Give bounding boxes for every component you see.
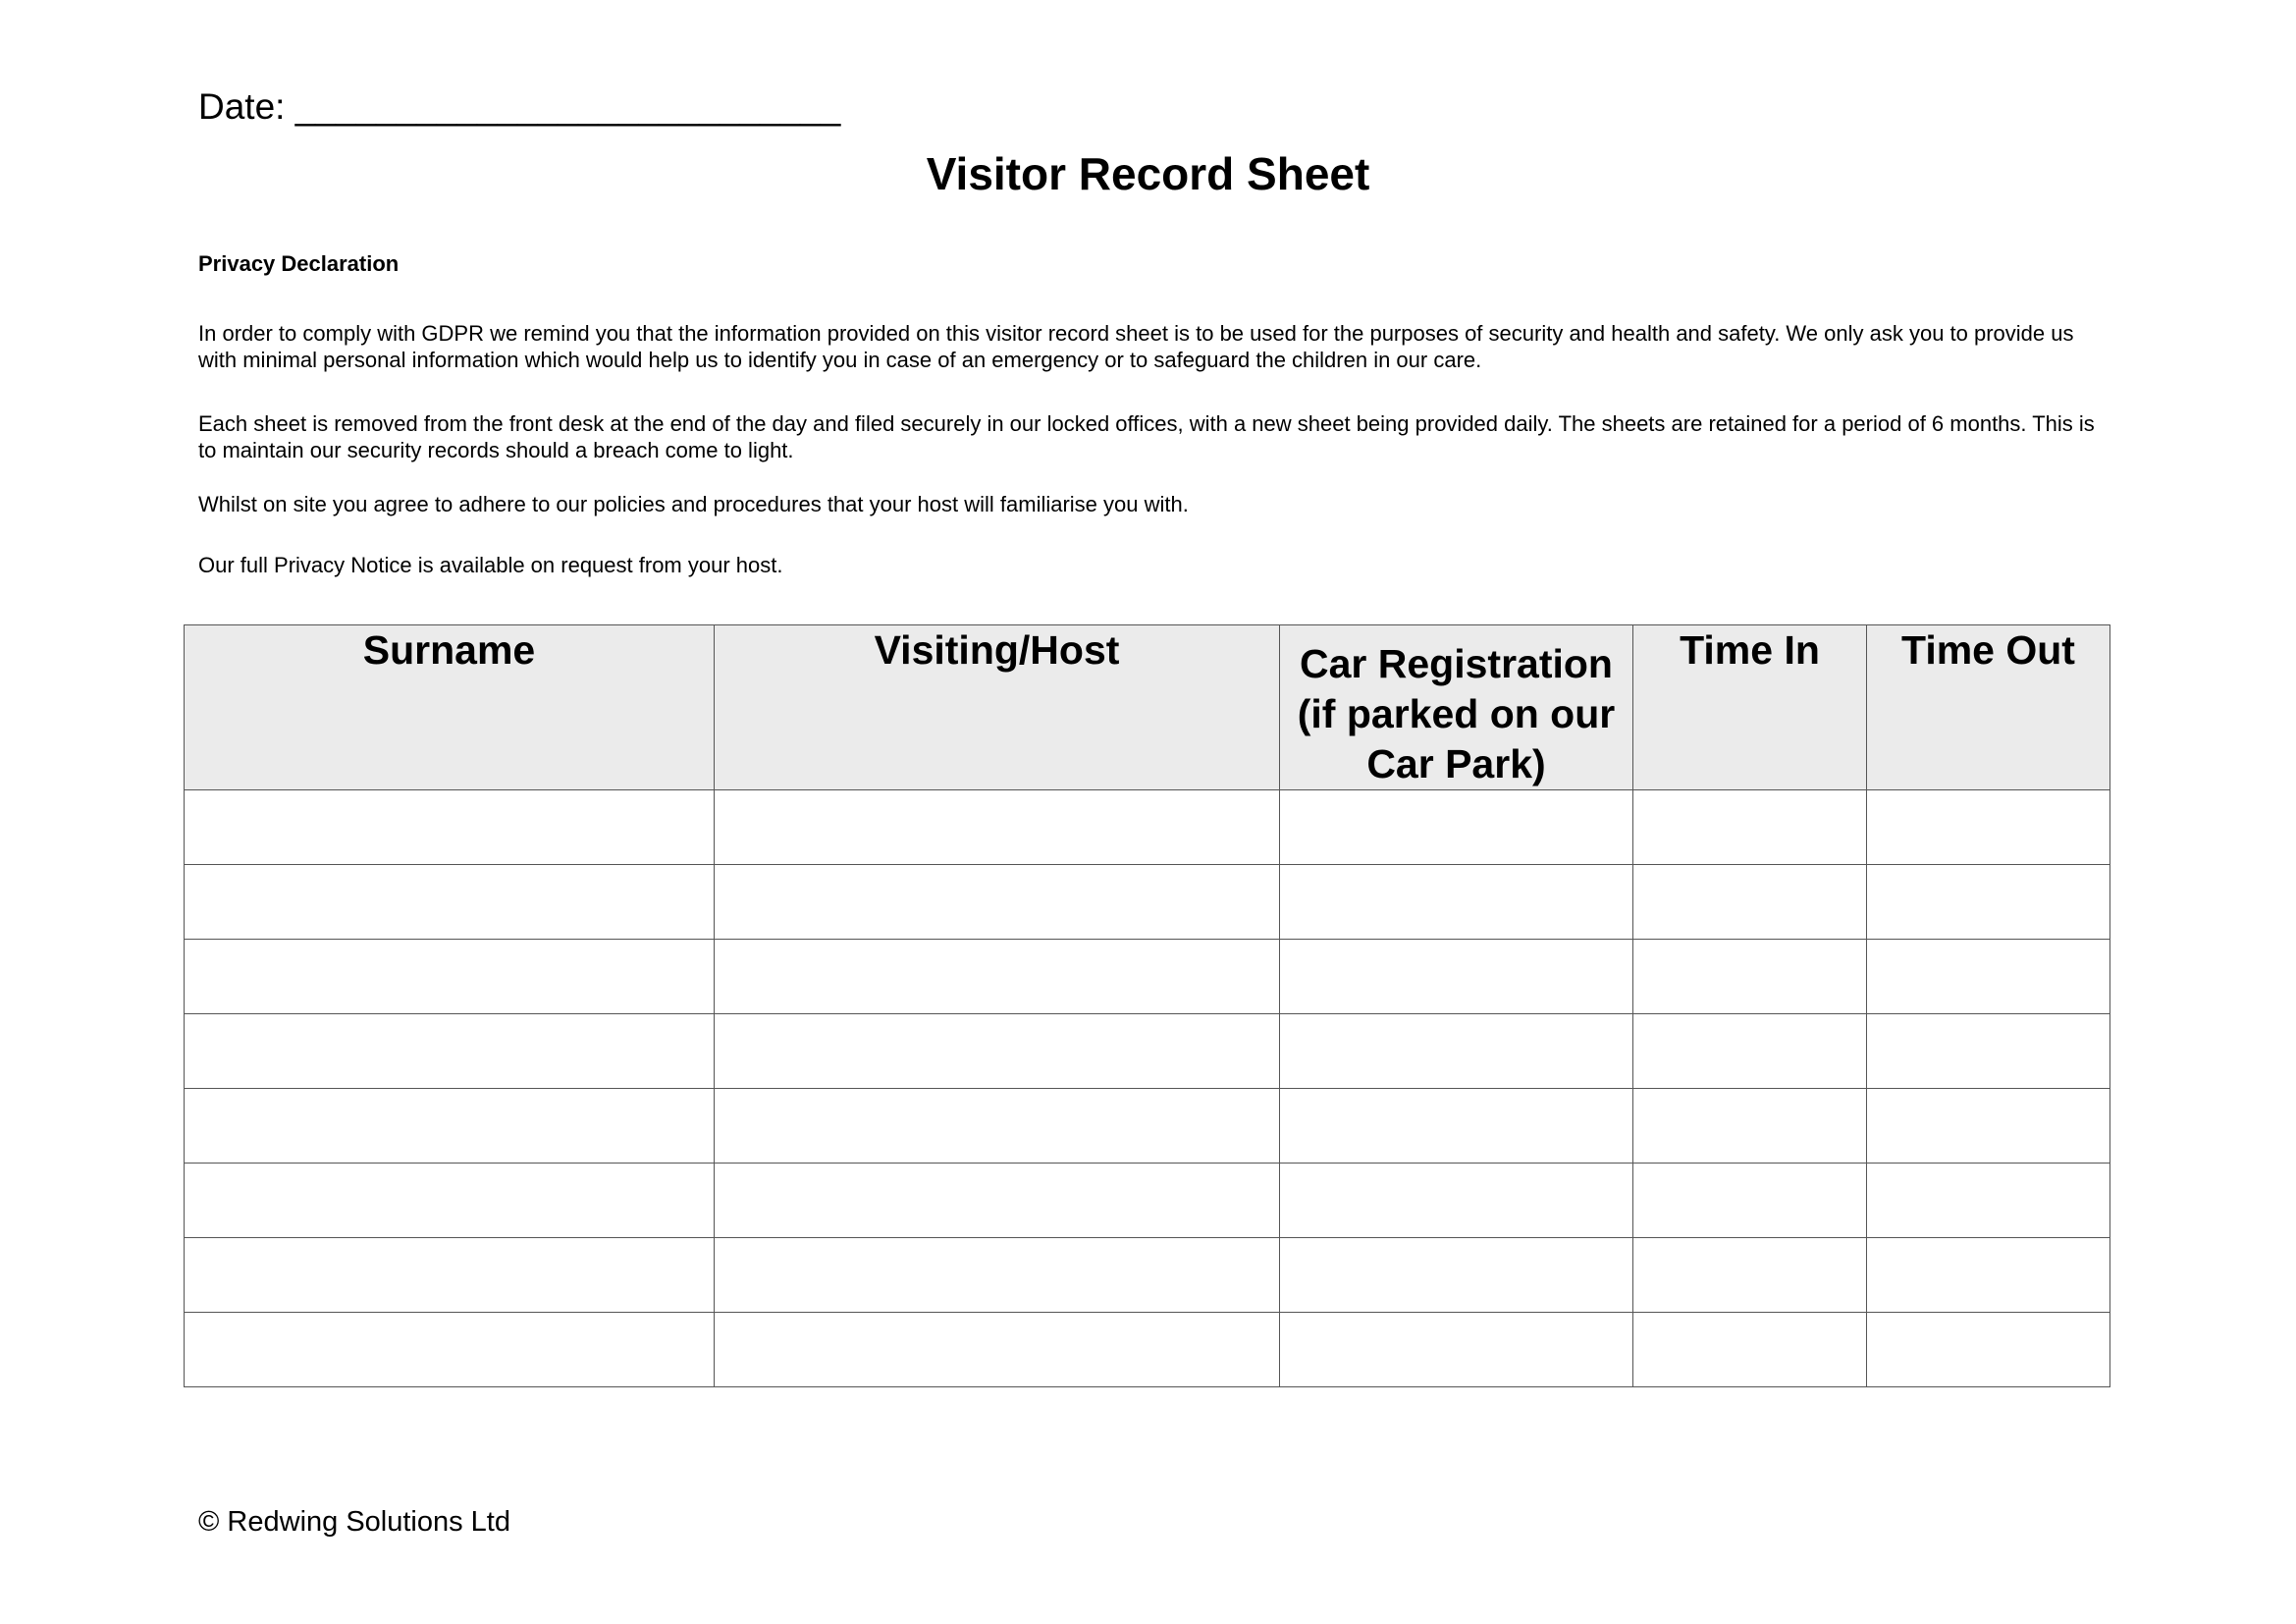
cell-car-registration[interactable] — [1280, 1313, 1633, 1387]
column-header-car-registration-label: Car Registration (if parked on our Car Park) — [1297, 641, 1616, 786]
cell-visiting-host[interactable] — [715, 1089, 1280, 1164]
cell-visiting-host[interactable] — [715, 1014, 1280, 1089]
cell-time-out[interactable] — [1867, 940, 2110, 1014]
cell-time-out[interactable] — [1867, 865, 2110, 940]
cell-surname[interactable] — [185, 1164, 715, 1238]
cell-surname[interactable] — [185, 1238, 715, 1313]
cell-visiting-host[interactable] — [715, 1164, 1280, 1238]
table-row — [185, 1014, 2110, 1089]
column-header-surname — [185, 625, 715, 790]
cell-time-in[interactable] — [1633, 1164, 1867, 1238]
cell-surname[interactable] — [185, 1313, 715, 1387]
table-row — [185, 1313, 2110, 1387]
cell-time-out[interactable] — [1867, 1238, 2110, 1313]
cell-time-in[interactable] — [1633, 1313, 1867, 1387]
cell-surname[interactable] — [185, 940, 715, 1014]
cell-car-registration[interactable] — [1280, 865, 1633, 940]
privacy-paragraph-retention: Each sheet is removed from the front desk at the end of the day and filed securely in our locked offices, with a new sheet being provided daily. The sheets are retained for a period of 6 months. This is to maintain our security records should a breach come to light. — [198, 411, 2095, 462]
cell-time-out[interactable] — [1867, 790, 2110, 865]
cell-visiting-host[interactable] — [715, 940, 1280, 1014]
table-row — [185, 790, 2110, 865]
column-header-visiting-host-label: Visiting/Host — [874, 627, 1120, 673]
table-row — [185, 1164, 2110, 1238]
page-title: Visitor Record Sheet — [926, 148, 1370, 199]
cell-time-out[interactable] — [1867, 1089, 2110, 1164]
cell-time-in[interactable] — [1633, 1014, 1867, 1089]
cell-time-out[interactable] — [1867, 1313, 2110, 1387]
table-row — [185, 865, 2110, 940]
table-row — [185, 940, 2110, 1014]
cell-visiting-host[interactable] — [715, 1238, 1280, 1313]
column-header-time-out — [1867, 625, 2110, 790]
cell-car-registration[interactable] — [1280, 1014, 1633, 1089]
privacy-paragraph-notice: Our full Privacy Notice is available on request from your host. — [198, 553, 783, 577]
column-header-time-out-label: Time Out — [1901, 627, 2075, 673]
cell-visiting-host[interactable] — [715, 865, 1280, 940]
privacy-paragraph-gdpr: In order to comply with GDPR we remind you that the information provided on this visitor record sheet is to be used for the purposes of security and health and safety. We only ask you to provide us with minimal personal information which would help us to identify you in case of an emergency or to safeguard the children in our care. — [198, 321, 2074, 372]
cell-car-registration[interactable] — [1280, 1238, 1633, 1313]
cell-surname[interactable] — [185, 790, 715, 865]
privacy-paragraph-policies: Whilst on site you agree to adhere to our policies and procedures that your host will familiarise you with. — [198, 492, 1189, 516]
cell-surname[interactable] — [185, 1014, 715, 1089]
cell-time-out[interactable] — [1867, 1014, 2110, 1089]
date-field-label: Date: ___________________________ — [198, 86, 841, 127]
cell-time-in[interactable] — [1633, 940, 1867, 1014]
table-body — [185, 790, 2110, 1387]
visitor-record-table — [184, 624, 2110, 1387]
column-header-surname-label: Surname — [362, 627, 536, 673]
privacy-heading: Privacy Declaration — [198, 251, 400, 276]
cell-surname[interactable] — [185, 865, 715, 940]
cell-car-registration[interactable] — [1280, 1089, 1633, 1164]
column-header-time-in — [1633, 625, 1867, 790]
cell-visiting-host[interactable] — [715, 1313, 1280, 1387]
table-row — [185, 1238, 2110, 1313]
cell-time-out[interactable] — [1867, 1164, 2110, 1238]
column-header-visiting-host — [715, 625, 1280, 790]
cell-car-registration[interactable] — [1280, 1164, 1633, 1238]
cell-car-registration[interactable] — [1280, 940, 1633, 1014]
cell-time-in[interactable] — [1633, 1238, 1867, 1313]
cell-surname[interactable] — [185, 1089, 715, 1164]
copyright-notice: © Redwing Solutions Ltd — [198, 1506, 510, 1538]
cell-time-in[interactable] — [1633, 865, 1867, 940]
column-header-time-in-label: Time In — [1680, 627, 1820, 673]
table-header-row — [185, 625, 2110, 790]
column-header-car-registration — [1280, 625, 1633, 790]
table-row — [185, 1089, 2110, 1164]
cell-time-in[interactable] — [1633, 1089, 1867, 1164]
cell-car-registration[interactable] — [1280, 790, 1633, 865]
cell-time-in[interactable] — [1633, 790, 1867, 865]
cell-visiting-host[interactable] — [715, 790, 1280, 865]
